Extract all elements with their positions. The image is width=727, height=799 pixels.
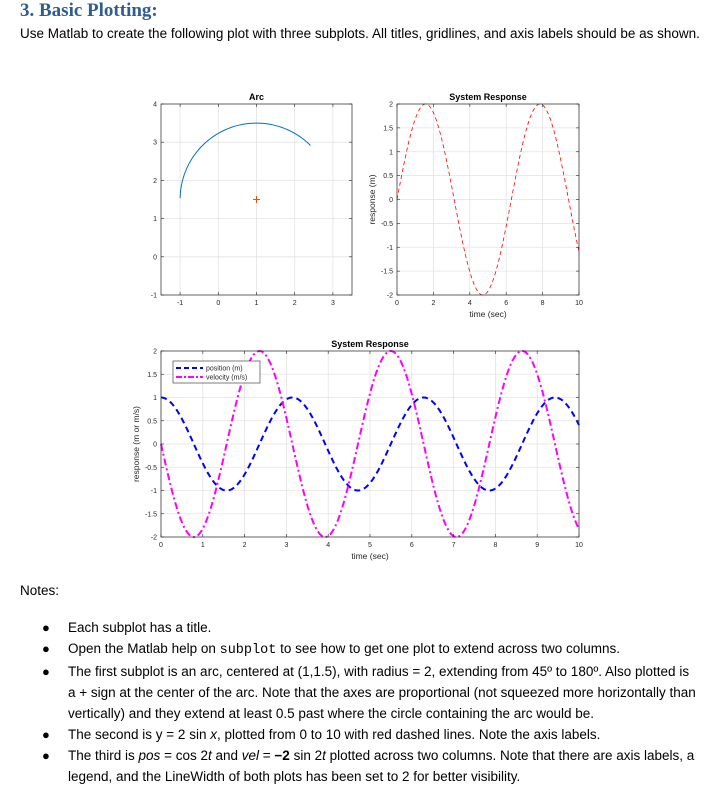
y-tick-label: -0.5 (380, 220, 393, 228)
subplot-2 (397, 104, 579, 295)
bullet-icon: ● (42, 727, 50, 742)
y-tick-label: 0.5 (383, 173, 393, 181)
note-item (40, 617, 700, 638)
bullet-icon: ● (42, 641, 50, 656)
chart-title: Arc (248, 92, 265, 102)
note-text: x (210, 727, 217, 742)
y-tick-label: -0.5 (144, 464, 157, 472)
note-item (40, 661, 700, 724)
y-tick-label: 2 (153, 348, 157, 356)
x-tick-label: 2 (431, 300, 436, 307)
x-tick-label: 3 (330, 300, 335, 307)
y-tick-label: 1 (153, 216, 157, 224)
x-tick-label: 0 (395, 300, 399, 307)
note-item (40, 638, 700, 661)
x-tick-label: 4 (326, 542, 331, 549)
bullet-icon: ● (42, 620, 50, 635)
note-text: t (322, 748, 326, 763)
x-tick-label: 2 (242, 542, 247, 549)
y-tick-label: 1 (389, 149, 393, 157)
note-text: = cos 2 (160, 748, 208, 763)
y-axis-label: response (m) (367, 174, 377, 225)
x-tick-label: 1 (254, 300, 259, 307)
note-text: vel (241, 748, 260, 763)
subplot-1 (161, 104, 352, 295)
note-item (40, 724, 700, 745)
y-tick-label: -1 (150, 488, 157, 495)
note-text: Open the Matlab help on (68, 641, 220, 656)
y-tick-label: 0 (153, 441, 157, 449)
note-text: t (207, 748, 212, 763)
y-tick-label: 2 (389, 101, 393, 109)
x-tick-label: 8 (540, 300, 545, 307)
section-heading: 3. Basic Plotting: (20, 0, 158, 21)
x-tick-label: 8 (493, 542, 498, 549)
y-tick-label: -2 (386, 292, 393, 300)
note-text: = (259, 748, 275, 763)
y-tick-label: 3 (153, 139, 157, 147)
x-axis-label: time (sec) (351, 551, 389, 561)
y-tick-label: -2 (150, 534, 157, 542)
note-text: , plotted from 0 to 10 with red dashed lines. Note the axis labels. (216, 727, 601, 742)
x-tick-label: 10 (575, 300, 583, 307)
x-tick-label: 0 (216, 300, 221, 307)
y-tick-label: -1.5 (144, 511, 157, 519)
note-text: −2 (274, 748, 290, 763)
y-tick-label: 1.5 (383, 125, 393, 133)
note-text: subplot (219, 643, 277, 658)
y-tick-label: 0 (389, 197, 393, 204)
x-tick-label: 1 (200, 542, 205, 549)
x-tick-label: 9 (535, 542, 540, 549)
x-tick-label: 7 (451, 542, 456, 549)
note-item (40, 745, 700, 787)
y-tick-label: 1.5 (147, 371, 157, 379)
y-axis-label: response (m or m/s) (131, 405, 141, 483)
matlab-figure (100, 88, 620, 570)
note-text: and (211, 748, 242, 763)
y-tick-label: 0.5 (147, 418, 157, 426)
x-tick-label: 6 (504, 300, 509, 307)
y-tick-label: 4 (153, 101, 157, 109)
y-tick-label: -1 (150, 292, 157, 300)
note-text: The third is (68, 748, 139, 763)
notes-label: Notes: (20, 583, 60, 598)
intro-text: Use Matlab to create the following plot with three subplots. All titles, gridlines, and axis labels should be as shown. (20, 26, 700, 41)
note-text: plotted across two columns. Note that there are axis labels, a legend, and the LineWidth of both plots has been set to 2 for better visibility. (68, 748, 695, 784)
x-tick-label: 2 (292, 300, 297, 307)
note-text: pos (138, 748, 161, 763)
x-axis-label: time (sec) (469, 309, 507, 319)
x-tick-label: 6 (409, 542, 414, 549)
note-text: The first subplot is an arc, centered at (1,1.5), with radius = 2, extending from 45º to 180º. Also plotted is a + sign at the center of the arc. Note that the axes are proportional (not squeezed more horizontally than vertically) and they extend at least 0.5 past where the circle containing the arc would be. (68, 664, 696, 721)
legend-label: position (m) (206, 365, 243, 373)
x-tick-label: 5 (368, 542, 372, 549)
y-tick-label: 0 (153, 254, 157, 262)
note-text: to see how to get one plot to extend across two columns. (276, 641, 621, 656)
bullet-icon: ● (42, 664, 50, 679)
x-tick-label: 3 (284, 542, 289, 549)
y-tick-label: 1 (153, 395, 157, 402)
bullet-icon: ● (42, 748, 50, 763)
x-tick-label: -1 (176, 300, 184, 307)
note-text: Each subplot has a title. (68, 620, 212, 635)
note-text: The second is y = 2 sin (68, 727, 211, 742)
note-text: sin 2 (289, 748, 323, 763)
chart-title: System Response (331, 339, 409, 349)
chart-title: System Response (449, 92, 527, 102)
x-tick-label: 10 (575, 542, 583, 549)
legend-label: velocity (m/s) (206, 374, 248, 382)
y-tick-label: 2 (153, 177, 157, 185)
x-tick-label: 0 (159, 542, 163, 549)
y-tick-label: -1.5 (380, 268, 393, 276)
y-tick-label: -1 (386, 244, 393, 252)
notes-list (40, 617, 700, 787)
x-tick-label: 4 (467, 300, 472, 307)
